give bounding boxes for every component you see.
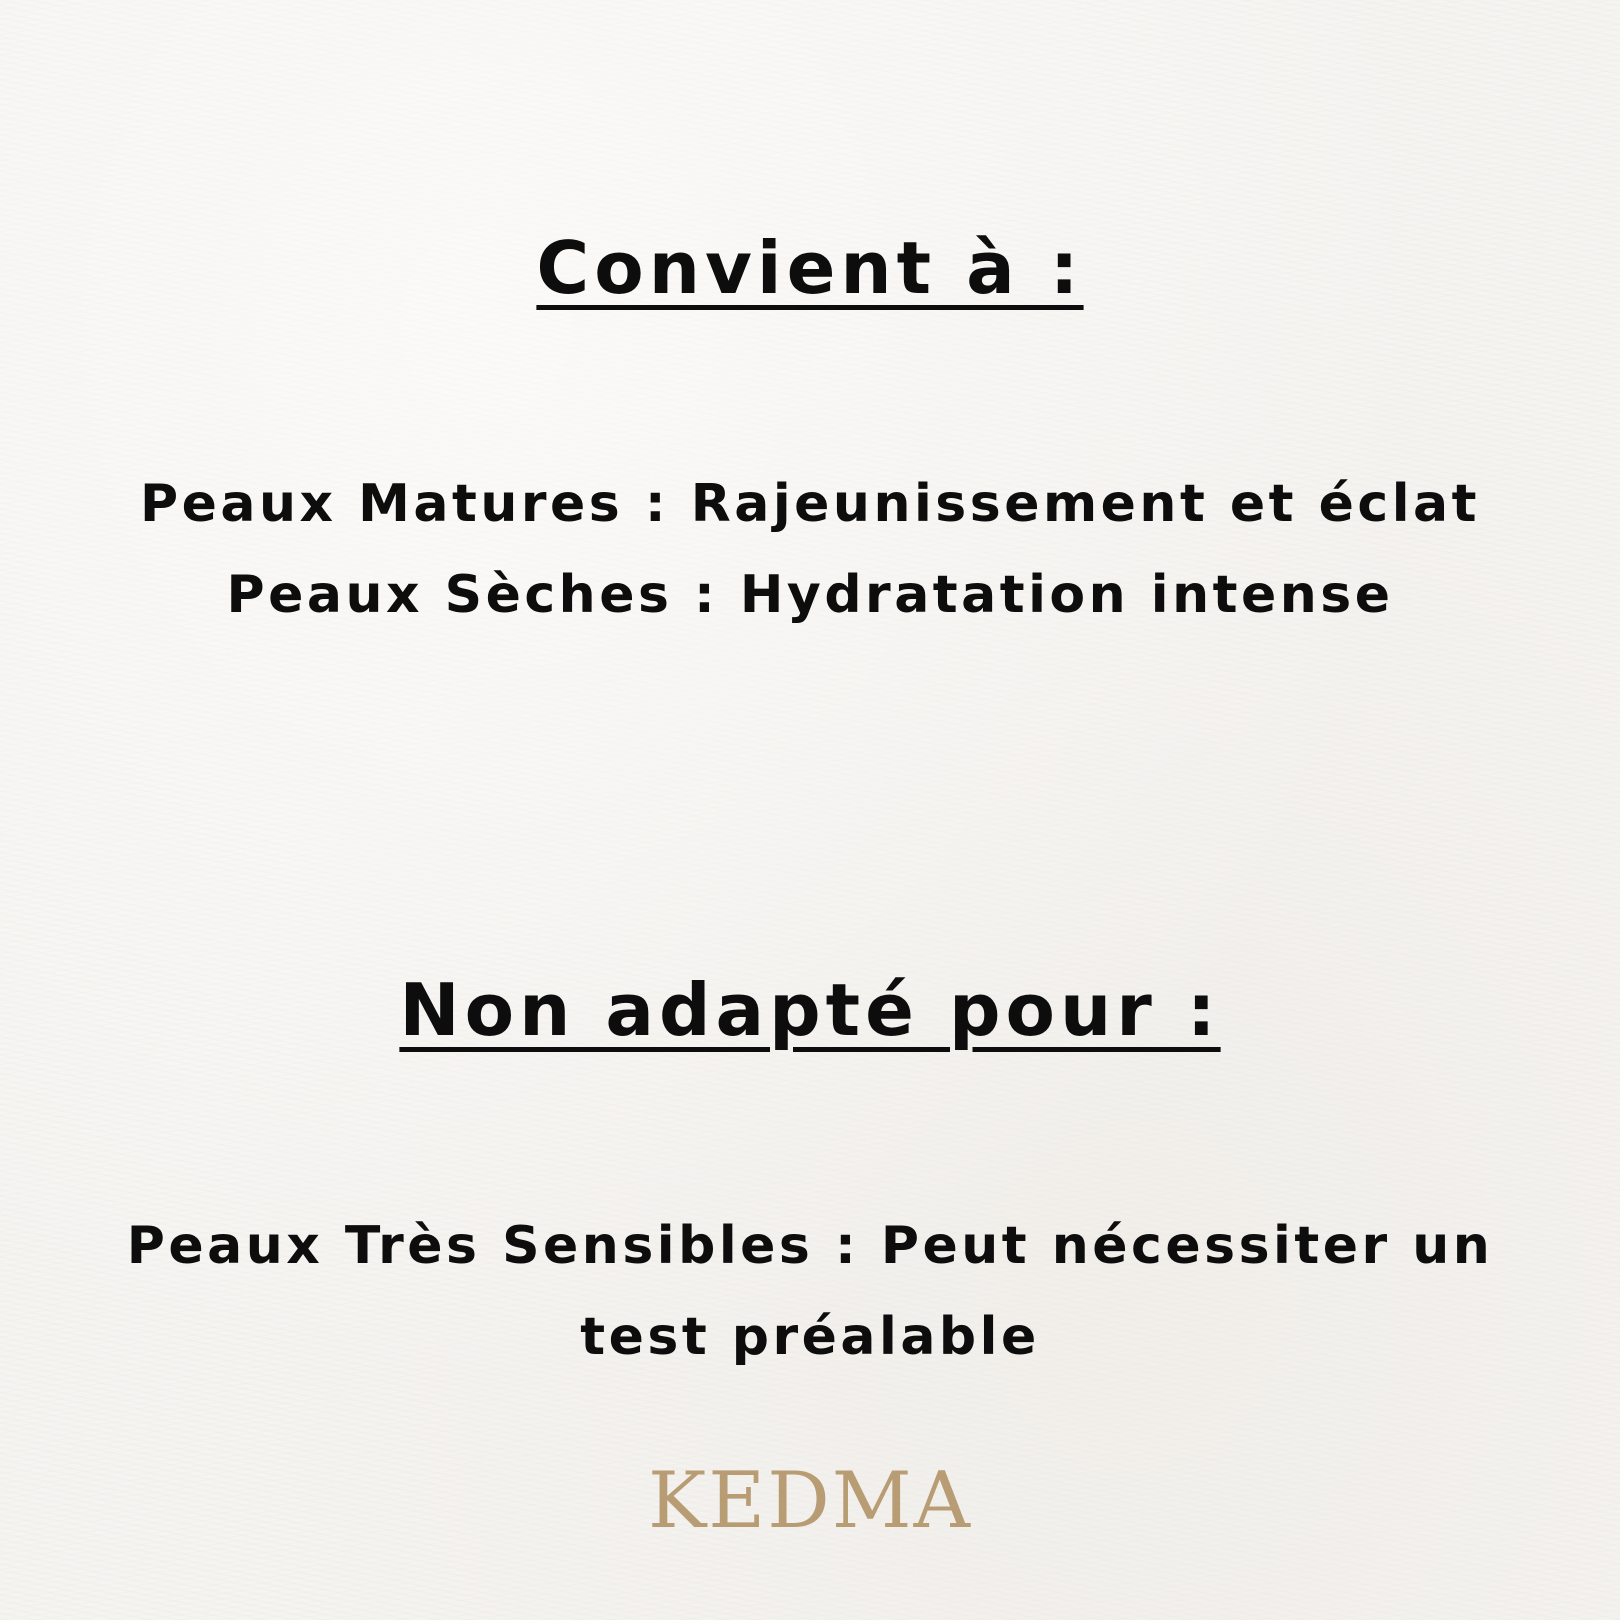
not-suitable-heading-text: Non adapté pour : [399, 968, 1221, 1052]
suitable-heading [0, 226, 1620, 310]
not-suitable-item-line-2: test préalable [580, 1307, 1040, 1367]
suitable-heading-text: Convient à : [536, 226, 1084, 310]
suitable-item-mature-skin: Peaux Matures : Rajeunissement et éclat [140, 474, 1480, 534]
suitable-item-dry-skin: Peaux Sèches : Hydratation intense [226, 565, 1394, 625]
not-suitable-item-line-1: Peaux Très Sensibles : Peut nécessiter un [126, 1216, 1494, 1276]
not-suitable-heading [0, 968, 1620, 1052]
kedma-logo: KEDMA [648, 1456, 972, 1546]
